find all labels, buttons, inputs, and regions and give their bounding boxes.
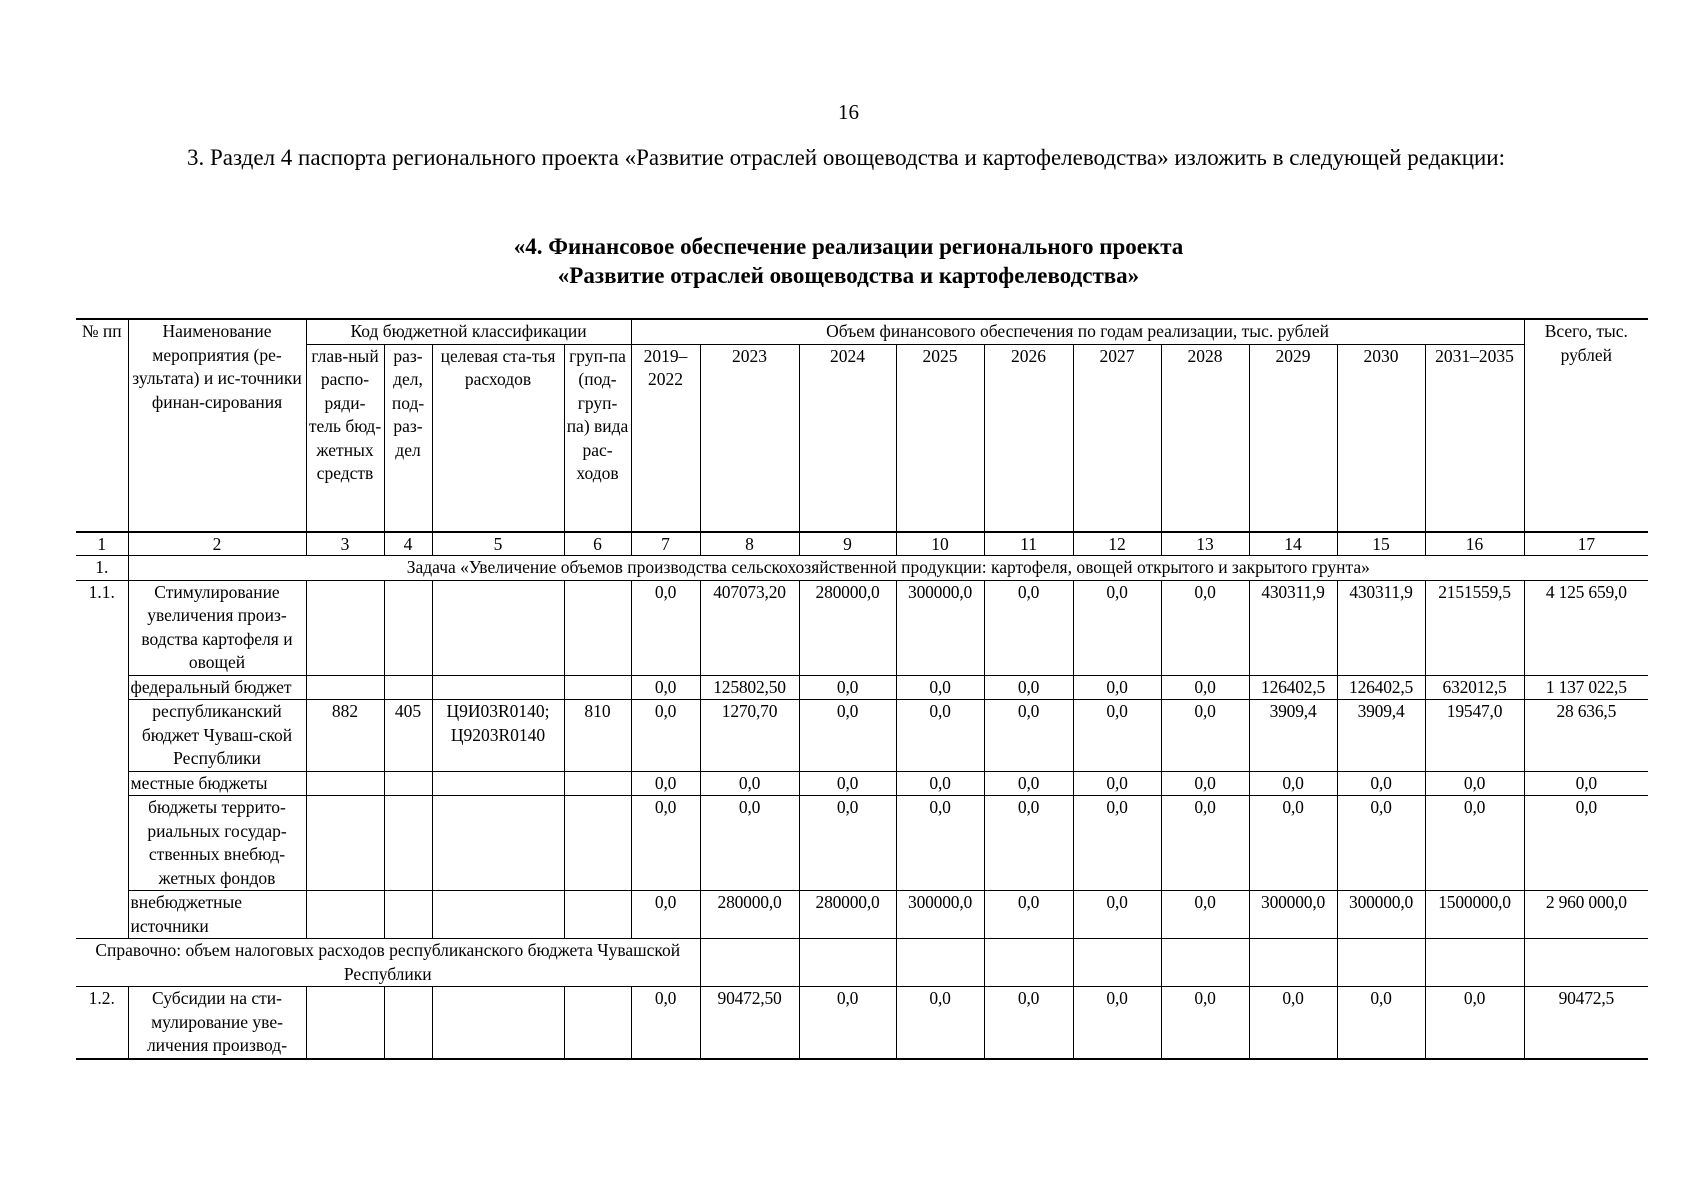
- value-cell: 0,0: [1073, 796, 1161, 891]
- kbk-cell: [564, 891, 631, 939]
- value-cell: 0,0: [984, 987, 1073, 1059]
- value-cell: [1161, 939, 1249, 987]
- row-name: Субсидии на сти-мулирование уве-личения производ-: [128, 987, 306, 1059]
- value-cell: 3909,4: [1337, 700, 1425, 772]
- column-number: 5: [432, 532, 564, 556]
- kbk-cell: [432, 771, 564, 796]
- total-cell: 28 636,5: [1524, 700, 1648, 772]
- value-cell: 300000,0: [896, 891, 984, 939]
- value-cell: 0,0: [1161, 580, 1249, 675]
- header-row-2: [76, 344, 1648, 532]
- header-year-2026: 2026: [984, 344, 1073, 532]
- value-cell: 126402,5: [1249, 675, 1337, 700]
- value-cell: 0,0: [1161, 987, 1249, 1059]
- kbk-cell: [306, 675, 384, 700]
- value-cell: 407073,20: [700, 580, 799, 675]
- total-cell: 0,0: [1524, 796, 1648, 891]
- kbk-cell: [432, 580, 564, 675]
- value-cell: 1500000,0: [1425, 891, 1524, 939]
- value-cell: 0,0: [700, 771, 799, 796]
- kbk-cell: [306, 796, 384, 891]
- item-no: 1.1.: [76, 580, 128, 939]
- kbk-cell: 405: [384, 700, 432, 772]
- kbk-cell: [432, 675, 564, 700]
- kbk-cell: 810: [564, 700, 631, 772]
- value-cell: 90472,50: [700, 987, 799, 1059]
- kbk-cell: [306, 987, 384, 1059]
- value-cell: 0,0: [631, 580, 700, 675]
- value-cell: 632012,5: [1425, 675, 1524, 700]
- kbk-cell: [384, 771, 432, 796]
- value-cell: 0,0: [1337, 987, 1425, 1059]
- value-cell: 0,0: [631, 675, 700, 700]
- column-number: 6: [564, 532, 631, 556]
- column-number: 14: [1249, 532, 1337, 556]
- row-name: внебюджетные источники: [128, 891, 306, 939]
- value-cell: 0,0: [1073, 700, 1161, 772]
- value-cell: 0,0: [984, 700, 1073, 772]
- kbk-cell: [306, 891, 384, 939]
- value-cell: 0,0: [1073, 580, 1161, 675]
- value-cell: 0,0: [1073, 675, 1161, 700]
- value-cell: 0,0: [799, 796, 896, 891]
- header-year-2019-2022: 2019–2022: [631, 344, 700, 532]
- header-year-2025: 2025: [896, 344, 984, 532]
- value-cell: 0,0: [984, 580, 1073, 675]
- table-row: [76, 987, 1648, 1059]
- value-cell: 0,0: [799, 771, 896, 796]
- page-number: 16: [838, 100, 859, 124]
- value-cell: 0,0: [799, 987, 896, 1059]
- intro-paragraph: 3. Раздел 4 паспорта регионального проекта «Развитие отраслей овощеводства и картофелеводства» изложить в следующей редакции:: [187, 145, 1506, 170]
- kbk-cell: [564, 580, 631, 675]
- value-cell: 280000,0: [799, 891, 896, 939]
- value-cell: 430311,9: [1337, 580, 1425, 675]
- total-cell: 90472,5: [1524, 987, 1648, 1059]
- table-row: [76, 771, 1648, 796]
- column-number: 8: [700, 532, 799, 556]
- column-number: 12: [1073, 532, 1161, 556]
- row-name: местные бюджеты: [128, 771, 306, 796]
- kbk-cell: [384, 891, 432, 939]
- value-cell: 0,0: [799, 675, 896, 700]
- value-cell: 0,0: [1337, 796, 1425, 891]
- value-cell: 0,0: [1161, 675, 1249, 700]
- total-cell: 2 960 000,0: [1524, 891, 1648, 939]
- value-cell: 0,0: [631, 771, 700, 796]
- value-cell: 0,0: [1161, 700, 1249, 772]
- column-number: 10: [896, 532, 984, 556]
- value-cell: 0,0: [984, 675, 1073, 700]
- value-cell: 0,0: [1161, 796, 1249, 891]
- total-cell: [1524, 939, 1648, 987]
- column-number: 1: [76, 532, 128, 556]
- kbk-cell: [384, 580, 432, 675]
- value-cell: 0,0: [700, 796, 799, 891]
- value-cell: 125802,50: [700, 675, 799, 700]
- header-year-2031-2035: 2031–2035: [1425, 344, 1524, 532]
- value-cell: 0,0: [1249, 796, 1337, 891]
- value-cell: [984, 939, 1073, 987]
- column-number: 13: [1161, 532, 1249, 556]
- header-kbk-group: Код бюджетной классификации: [306, 319, 631, 344]
- kbk-cell: Ц9И03R0140; Ц9203R0140: [432, 700, 564, 772]
- value-cell: 0,0: [984, 796, 1073, 891]
- header-year-2027: 2027: [1073, 344, 1161, 532]
- column-number: 17: [1524, 532, 1648, 556]
- kbk-cell: [384, 675, 432, 700]
- item-no: 1.2.: [76, 987, 128, 1059]
- header-row-1: [76, 319, 1648, 344]
- value-cell: 0,0: [1161, 771, 1249, 796]
- reference-note-row: [76, 939, 1648, 987]
- total-cell: 4 125 659,0: [1524, 580, 1648, 675]
- value-cell: 0,0: [984, 891, 1073, 939]
- value-cell: 0,0: [1073, 891, 1161, 939]
- kbk-cell: [564, 796, 631, 891]
- value-cell: 0,0: [1073, 987, 1161, 1059]
- table-row: [76, 891, 1648, 939]
- value-cell: 300000,0: [1249, 891, 1337, 939]
- row-name: Стимулирование увеличения произ-водства картофеля и овощей: [128, 580, 306, 675]
- row-name: бюджеты террито-риальных государ-ственных внебюд-жетных фондов: [128, 796, 306, 891]
- value-cell: 0,0: [631, 891, 700, 939]
- kbk-cell: [384, 987, 432, 1059]
- value-cell: 0,0: [1161, 891, 1249, 939]
- kbk-cell: [306, 580, 384, 675]
- header-year-2024: 2024: [799, 344, 896, 532]
- header-kbk-section: раз-дел, под-раз-дел: [384, 344, 432, 532]
- document-title-line-1: «4. Финансовое обеспечение реализации регионального проекта: [513, 234, 1184, 259]
- value-cell: [700, 939, 799, 987]
- value-cell: 0,0: [1425, 796, 1524, 891]
- header-volume-group: Объем финансового обеспечения по годам реализации, тыс. рублей: [631, 319, 1524, 344]
- header-year-2028: 2028: [1161, 344, 1249, 532]
- value-cell: 0,0: [896, 771, 984, 796]
- kbk-cell: [564, 771, 631, 796]
- value-cell: 300000,0: [1337, 891, 1425, 939]
- header-year-2029: 2029: [1249, 344, 1337, 532]
- value-cell: [1073, 939, 1161, 987]
- total-cell: 0,0: [1524, 771, 1648, 796]
- task-text: Задача «Увеличение объемов производства сельскохозяйственной продукции: картофеля, овощей открытого и закрытого грунта»: [128, 556, 1648, 581]
- value-cell: 1270,70: [700, 700, 799, 772]
- value-cell: 0,0: [631, 987, 700, 1059]
- kbk-cell: [564, 987, 631, 1059]
- value-cell: 0,0: [1425, 771, 1524, 796]
- value-cell: 0,0: [984, 771, 1073, 796]
- table-row: [76, 580, 1648, 675]
- column-number: 15: [1337, 532, 1425, 556]
- header-no: № пп: [76, 319, 128, 532]
- header-kbk-grbs: глав-ный распо-ряди-тель бюд-жетных средств: [306, 344, 384, 532]
- kbk-cell: 882: [306, 700, 384, 772]
- value-cell: 0,0: [799, 700, 896, 772]
- column-number: 2: [128, 532, 306, 556]
- value-cell: 0,0: [1337, 771, 1425, 796]
- financing-table: [76, 318, 1648, 1060]
- table-row: [76, 675, 1648, 700]
- kbk-cell: [432, 796, 564, 891]
- value-cell: 0,0: [896, 675, 984, 700]
- header-year-2023: 2023: [700, 344, 799, 532]
- value-cell: [1249, 939, 1337, 987]
- kbk-cell: [564, 675, 631, 700]
- value-cell: 430311,9: [1249, 580, 1337, 675]
- kbk-cell: [432, 891, 564, 939]
- task-no: 1.: [76, 556, 128, 581]
- column-number: 11: [984, 532, 1073, 556]
- kbk-cell: [306, 771, 384, 796]
- value-cell: 0,0: [896, 987, 984, 1059]
- table-row: [76, 796, 1648, 891]
- column-number: 3: [306, 532, 384, 556]
- column-number: 4: [384, 532, 432, 556]
- header-total: Всего, тыс. рублей: [1524, 319, 1648, 532]
- reference-note: Справочно: объем налоговых расходов республиканского бюджета Чувашской Республики: [76, 939, 700, 987]
- task-row: [76, 556, 1648, 581]
- value-cell: [896, 939, 984, 987]
- value-cell: 126402,5: [1337, 675, 1425, 700]
- value-cell: 19547,0: [1425, 700, 1524, 772]
- document-title-line-2: «Развитие отраслей овощеводства и картофелеводства»: [557, 263, 1140, 288]
- column-number: 16: [1425, 532, 1524, 556]
- kbk-cell: [432, 987, 564, 1059]
- value-cell: 0,0: [896, 700, 984, 772]
- column-number: 9: [799, 532, 896, 556]
- table-row: [76, 700, 1648, 772]
- column-number: 7: [631, 532, 700, 556]
- value-cell: 0,0: [896, 796, 984, 891]
- header-name: Наименование мероприятия (ре-зультата) и ис-точники финан-сирования: [128, 319, 306, 532]
- value-cell: [1337, 939, 1425, 987]
- value-cell: 2151559,5: [1425, 580, 1524, 675]
- value-cell: 0,0: [1249, 987, 1337, 1059]
- header-kbk-target: целевая ста-тья расходов: [432, 344, 564, 532]
- value-cell: [799, 939, 896, 987]
- kbk-cell: [384, 796, 432, 891]
- row-name: республиканский бюджет Чуваш-ской Республики: [128, 700, 306, 772]
- value-cell: 280000,0: [700, 891, 799, 939]
- total-cell: 1 137 022,5: [1524, 675, 1648, 700]
- value-cell: 0,0: [1249, 771, 1337, 796]
- value-cell: 280000,0: [799, 580, 896, 675]
- header-year-2030: 2030: [1337, 344, 1425, 532]
- row-name: федеральный бюджет: [128, 675, 306, 700]
- value-cell: 0,0: [1425, 987, 1524, 1059]
- column-numbers-row: [76, 532, 1648, 556]
- value-cell: 0,0: [631, 700, 700, 772]
- value-cell: [1425, 939, 1524, 987]
- value-cell: 300000,0: [896, 580, 984, 675]
- value-cell: 3909,4: [1249, 700, 1337, 772]
- header-kbk-group-type: груп-па (под-груп-па) вида рас-ходов: [564, 344, 631, 532]
- document-title: [0, 232, 1697, 290]
- value-cell: 0,0: [1073, 771, 1161, 796]
- value-cell: 0,0: [631, 796, 700, 891]
